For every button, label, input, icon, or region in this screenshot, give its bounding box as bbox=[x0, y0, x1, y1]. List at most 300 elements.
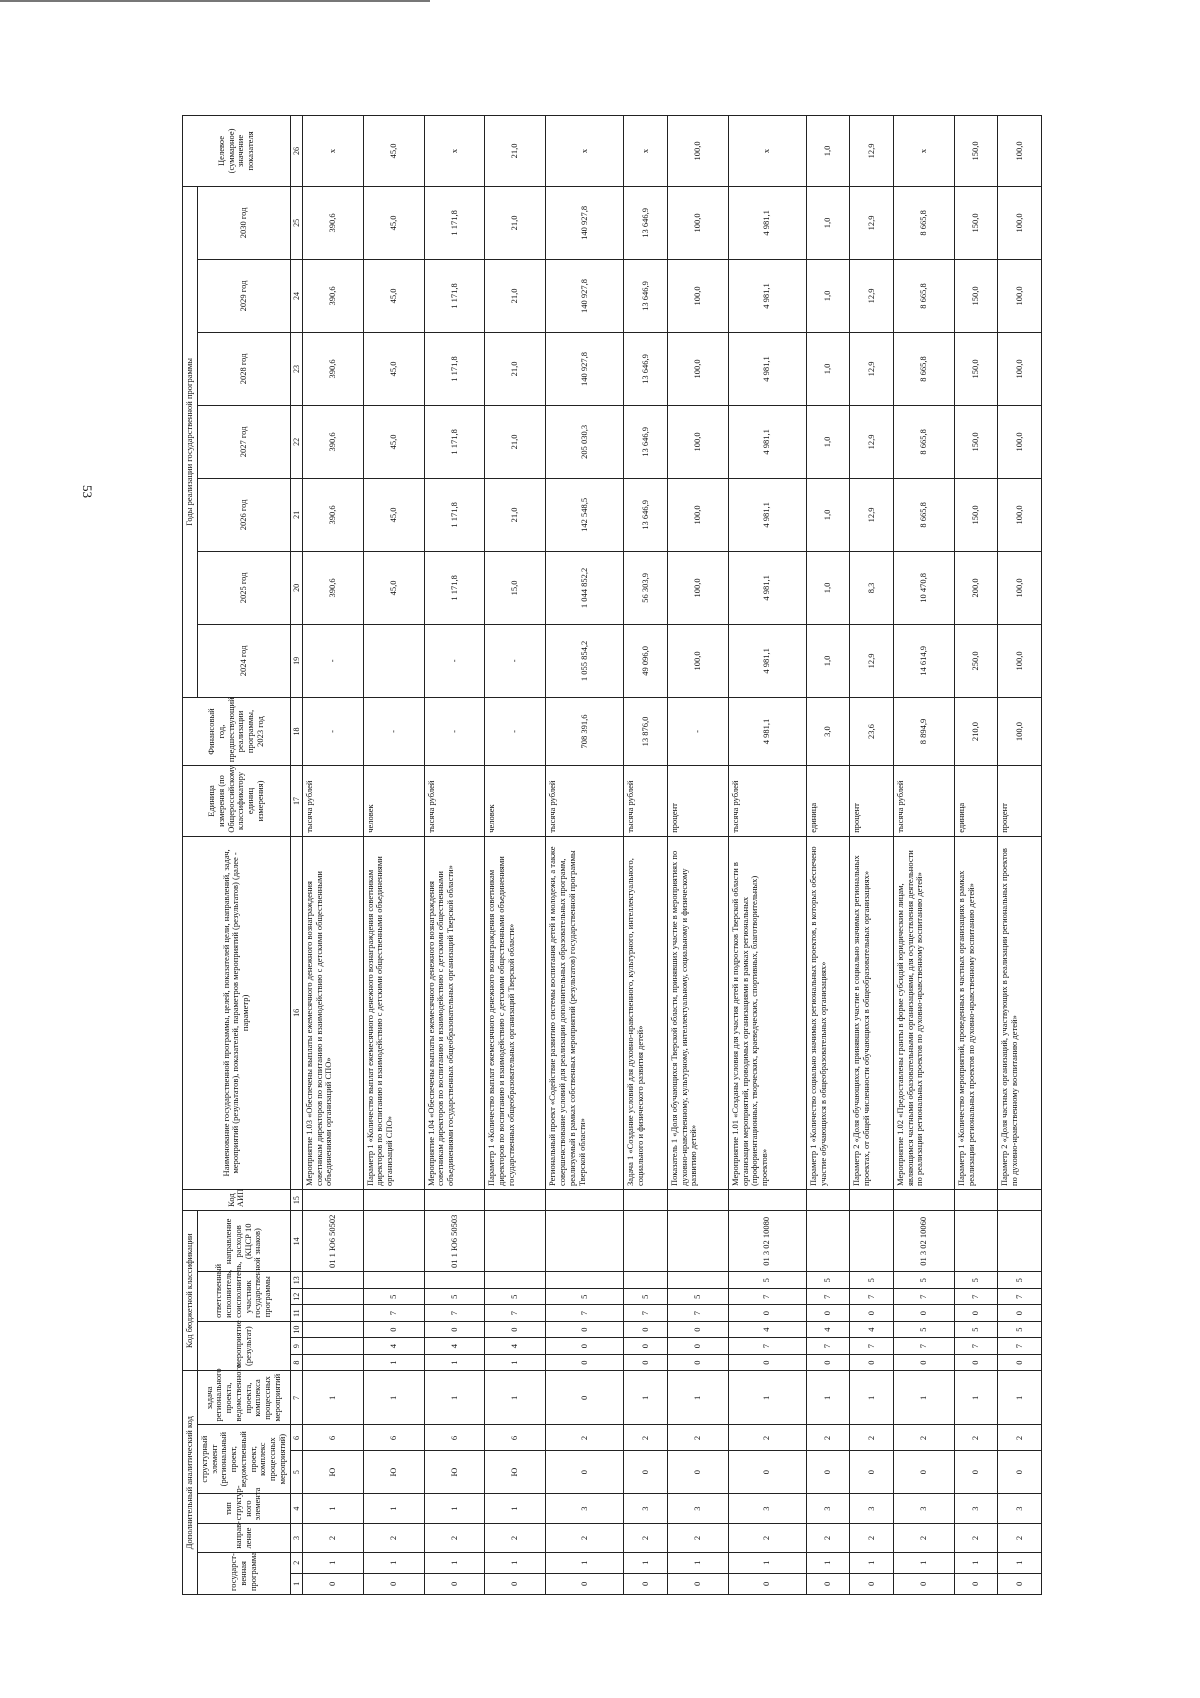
code-cell: 1 bbox=[667, 1371, 728, 1425]
row-year-value: 150,0 bbox=[954, 405, 998, 478]
code-cell bbox=[302, 1288, 363, 1304]
code-cell: 0 bbox=[624, 1354, 668, 1370]
row-year-value: 45,0 bbox=[363, 551, 424, 624]
aip-cell bbox=[485, 1189, 546, 1210]
code-cell: 1 bbox=[363, 1354, 424, 1370]
row-unit: процент bbox=[667, 766, 728, 837]
column-number: 5 bbox=[290, 1451, 302, 1493]
header-year: 2025 год bbox=[197, 551, 290, 624]
code-cell: 0 bbox=[424, 1321, 485, 1337]
row-unit: единица bbox=[954, 766, 998, 837]
aip-cell bbox=[728, 1189, 806, 1210]
aip-cell bbox=[424, 1189, 485, 1210]
row-unit: процент bbox=[998, 766, 1042, 837]
code-cell: 01 3 02 10080 bbox=[728, 1211, 806, 1272]
code-cell bbox=[624, 1211, 668, 1272]
aip-cell bbox=[998, 1189, 1042, 1210]
code-cell: 1 bbox=[728, 1552, 806, 1573]
code-cell: 1 bbox=[998, 1371, 1042, 1425]
column-number: 20 bbox=[290, 551, 302, 624]
row-year-value: 140 927,8 bbox=[546, 259, 624, 332]
row-target-value: 12,9 bbox=[850, 116, 894, 187]
row-year-value: 1,0 bbox=[806, 186, 850, 259]
row-year-value: 250,0 bbox=[954, 624, 998, 697]
column-number: 2 bbox=[290, 1552, 302, 1573]
row-year-value: 1 171,8 bbox=[424, 259, 485, 332]
code-cell: 1 bbox=[806, 1371, 850, 1425]
row-year-value bbox=[363, 624, 424, 697]
column-number-row bbox=[290, 116, 302, 1595]
code-cell: 2 bbox=[667, 1425, 728, 1451]
table-row bbox=[624, 116, 668, 1595]
code-cell: 1 bbox=[485, 1493, 546, 1524]
header-expense-direction: направление расходов (КЦСР 10 знаков) bbox=[197, 1211, 290, 1272]
code-cell: 4 bbox=[363, 1338, 424, 1354]
row-year-value: 1 044 852,2 bbox=[546, 551, 624, 624]
code-cell: 2 bbox=[998, 1425, 1042, 1451]
code-cell: 1 bbox=[485, 1354, 546, 1370]
code-cell: 0 bbox=[728, 1573, 806, 1594]
code-cell: 0 bbox=[667, 1451, 728, 1493]
row-unit: тысяча рублей bbox=[546, 766, 624, 837]
row-target-value: 45,0 bbox=[363, 116, 424, 187]
table-row bbox=[998, 116, 1042, 1595]
row-name: Мероприятие 1.02 «Предоставлены гранты в форме субсидий юридическим лицам, являющимся частными образовательными организациями, для осуществления деятельности по реализации региональных проектов по духовно-нравственному воспитанию детей» bbox=[893, 836, 954, 1189]
row-year-value: 150,0 bbox=[954, 259, 998, 332]
code-cell: 0 bbox=[998, 1451, 1042, 1493]
code-cell: 7 bbox=[728, 1288, 806, 1304]
table-row bbox=[667, 116, 728, 1595]
row-year-value: 390,6 bbox=[302, 259, 363, 332]
code-cell: 0 bbox=[667, 1321, 728, 1337]
row-year-value: 100,0 bbox=[667, 624, 728, 697]
row-year-value: 142 548,5 bbox=[546, 478, 624, 551]
header-preceding-year: Финансовый год, предшествующий реализации программы, 2023 год bbox=[183, 697, 291, 765]
code-cell bbox=[302, 1305, 363, 1321]
row-year-value: 4 981,1 bbox=[728, 624, 806, 697]
row-year-value: 1 171,8 bbox=[424, 478, 485, 551]
code-cell: 2 bbox=[728, 1425, 806, 1451]
row-year-value: 4 981,1 bbox=[728, 478, 806, 551]
column-number: 24 bbox=[290, 259, 302, 332]
code-cell: 7 bbox=[954, 1338, 998, 1354]
header-analytic-group: Дополнительный аналитический код bbox=[183, 1371, 198, 1595]
code-cell bbox=[546, 1211, 624, 1272]
code-cell: 2 bbox=[302, 1524, 363, 1552]
row-year-value: 100,0 bbox=[998, 478, 1042, 551]
code-cell: 3 bbox=[850, 1493, 894, 1524]
row-year-value: 12,9 bbox=[850, 405, 894, 478]
code-cell: 3 bbox=[728, 1493, 806, 1524]
code-cell: 0 bbox=[893, 1354, 954, 1370]
row-year-value: 390,6 bbox=[302, 551, 363, 624]
code-cell: 5 bbox=[998, 1272, 1042, 1288]
column-number: 19 bbox=[290, 624, 302, 697]
row-target-value: 21,0 bbox=[485, 116, 546, 187]
row-unit: единица bbox=[806, 766, 850, 837]
header-aip: Код АИП bbox=[183, 1189, 291, 1210]
code-cell bbox=[485, 1211, 546, 1272]
row-year-value: 100,0 bbox=[667, 332, 728, 405]
row-year-value: 205 030,3 bbox=[546, 405, 624, 478]
code-cell: 0 bbox=[954, 1573, 998, 1594]
aip-cell bbox=[806, 1189, 850, 1210]
code-cell: 1 bbox=[954, 1552, 998, 1573]
header-year: 2028 год bbox=[197, 332, 290, 405]
header-years-group: Годы реализации государственной программы bbox=[183, 186, 198, 697]
code-cell: 0 bbox=[667, 1354, 728, 1370]
code-cell: 7 bbox=[893, 1338, 954, 1354]
code-cell: 7 bbox=[728, 1338, 806, 1354]
code-cell: 2 bbox=[485, 1524, 546, 1552]
code-cell: 0 bbox=[546, 1321, 624, 1337]
code-cell: 1 bbox=[546, 1552, 624, 1573]
code-cell: 7 bbox=[850, 1288, 894, 1304]
header-year: 2024 год bbox=[197, 624, 290, 697]
code-cell bbox=[546, 1272, 624, 1288]
header-name: Наименование государственной программы, целей, показателей цели, направлений, задач, мероприятий (результатов), показателей, параметров мероприятий (результатов) (далее - параметр) bbox=[183, 836, 291, 1189]
code-cell bbox=[302, 1338, 363, 1354]
row-year-value: 100,0 bbox=[667, 259, 728, 332]
code-cell: 2 bbox=[954, 1425, 998, 1451]
row-year-value: 1,0 bbox=[806, 259, 850, 332]
table-row bbox=[302, 116, 363, 1595]
code-cell bbox=[363, 1272, 424, 1288]
column-number: 21 bbox=[290, 478, 302, 551]
row-year-value: 49 096,0 bbox=[624, 624, 668, 697]
aip-cell bbox=[363, 1189, 424, 1210]
row-name: Параметр 1 «Количество выплат ежемесячного денежного вознаграждения советникам директоров по воспитанию и взаимодействию с детскими общественными объединениями государственных общеобразовательных организаций Тверской области» bbox=[485, 836, 546, 1189]
code-cell: 1 bbox=[667, 1552, 728, 1573]
code-cell: 1 bbox=[954, 1371, 998, 1425]
code-cell: 5 bbox=[954, 1321, 998, 1337]
code-cell: Ю bbox=[302, 1451, 363, 1493]
row-year-value: 56 303,9 bbox=[624, 551, 668, 624]
row-year-value: - bbox=[485, 624, 546, 697]
code-cell: 5 bbox=[485, 1288, 546, 1304]
row-target-value: 150,0 bbox=[954, 116, 998, 187]
code-cell: 7 bbox=[485, 1305, 546, 1321]
row-year-value: 4 981,1 bbox=[728, 259, 806, 332]
code-cell: 5 bbox=[850, 1272, 894, 1288]
code-cell bbox=[485, 1272, 546, 1288]
code-cell: 0 bbox=[893, 1305, 954, 1321]
row-year-value: 13 646,9 bbox=[624, 259, 668, 332]
code-cell: 0 bbox=[806, 1573, 850, 1594]
code-cell: 5 bbox=[546, 1288, 624, 1304]
code-cell: 6 bbox=[363, 1425, 424, 1451]
code-cell: 0 bbox=[546, 1371, 624, 1425]
row-year-value: 1 171,8 bbox=[424, 186, 485, 259]
page-number: 53 bbox=[80, 485, 95, 498]
table-row bbox=[954, 116, 998, 1595]
table-header bbox=[183, 116, 303, 1595]
row-year-value: 4 981,1 bbox=[728, 186, 806, 259]
code-cell: 3 bbox=[546, 1493, 624, 1524]
column-number: 25 bbox=[290, 186, 302, 259]
row-year-value: 4 981,1 bbox=[728, 405, 806, 478]
code-cell: 1 bbox=[728, 1371, 806, 1425]
code-cell: 1 bbox=[850, 1552, 894, 1573]
code-cell bbox=[302, 1272, 363, 1288]
column-number: 26 bbox=[290, 116, 302, 187]
program-table bbox=[182, 115, 1042, 1595]
row-preceding-year-value: 23,6 bbox=[850, 697, 894, 765]
row-year-value: 1,0 bbox=[806, 551, 850, 624]
code-cell: 0 bbox=[485, 1321, 546, 1337]
code-cell: 2 bbox=[806, 1524, 850, 1552]
code-cell: 5 bbox=[728, 1272, 806, 1288]
aip-cell bbox=[893, 1189, 954, 1210]
code-cell: 7 bbox=[363, 1305, 424, 1321]
code-cell: 5 bbox=[954, 1272, 998, 1288]
column-number: 4 bbox=[290, 1493, 302, 1524]
code-cell: 2 bbox=[363, 1524, 424, 1552]
code-cell: 2 bbox=[624, 1524, 668, 1552]
row-target-value: 1,0 bbox=[806, 116, 850, 187]
row-unit: человек bbox=[485, 766, 546, 837]
row-year-value: 10 470,8 bbox=[893, 551, 954, 624]
row-name: Региональный проект «Содействие развитию системы воспитания детей и молодежи, а также совершенствование условий для реализации дополнительных образовательных программ, реализуемый в рамках собственных мероприятий (результатов) государственной программы Тверской области» bbox=[546, 836, 624, 1189]
code-cell: 2 bbox=[728, 1524, 806, 1552]
code-cell: 1 bbox=[302, 1371, 363, 1425]
row-year-value: 12,9 bbox=[850, 332, 894, 405]
row-year-value: 1,0 bbox=[806, 405, 850, 478]
code-cell: 0 bbox=[667, 1338, 728, 1354]
row-year-value: 1,0 bbox=[806, 478, 850, 551]
column-number: 8 bbox=[290, 1354, 302, 1370]
column-number: 18 bbox=[290, 697, 302, 765]
row-year-value: 4 981,1 bbox=[728, 551, 806, 624]
code-cell: 2 bbox=[893, 1425, 954, 1451]
row-year-value: 150,0 bbox=[954, 186, 998, 259]
code-cell: 7 bbox=[424, 1305, 485, 1321]
row-target-value: x bbox=[302, 116, 363, 187]
code-cell: Ю bbox=[363, 1451, 424, 1493]
code-cell: 0 bbox=[850, 1305, 894, 1321]
code-cell: 1 bbox=[485, 1371, 546, 1425]
row-year-value: 45,0 bbox=[363, 332, 424, 405]
row-preceding-year-value: - bbox=[485, 697, 546, 765]
row-year-value: 13 646,9 bbox=[624, 405, 668, 478]
code-cell: 1 bbox=[363, 1493, 424, 1524]
code-cell: 0 bbox=[624, 1573, 668, 1594]
row-preceding-year-value: 100,0 bbox=[998, 697, 1042, 765]
row-year-value: 200,0 bbox=[954, 551, 998, 624]
row-year-value: 390,6 bbox=[302, 478, 363, 551]
code-cell: 6 bbox=[485, 1425, 546, 1451]
row-year-value: - bbox=[424, 624, 485, 697]
row-year-value: 140 927,8 bbox=[546, 332, 624, 405]
aip-cell bbox=[624, 1189, 668, 1210]
code-cell: 1 bbox=[850, 1371, 894, 1425]
code-cell: 0 bbox=[954, 1354, 998, 1370]
column-number: 6 bbox=[290, 1425, 302, 1451]
code-cell bbox=[954, 1211, 998, 1272]
code-cell: 2 bbox=[954, 1524, 998, 1552]
code-cell: 4 bbox=[424, 1338, 485, 1354]
row-name: Параметр 1 «Количество социально значимых региональных проектов, в которых обеспечено участие обучающихся в общеобразовательных организациях» bbox=[806, 836, 850, 1189]
code-cell: 0 bbox=[302, 1573, 363, 1594]
aip-cell bbox=[302, 1189, 363, 1210]
code-cell: 7 bbox=[806, 1288, 850, 1304]
code-cell: 1 bbox=[998, 1552, 1042, 1573]
row-year-value: 100,0 bbox=[998, 186, 1042, 259]
column-number: 3 bbox=[290, 1524, 302, 1552]
row-unit: тысяча рублей bbox=[302, 766, 363, 837]
code-cell: 3 bbox=[954, 1493, 998, 1524]
row-preceding-year-value: - bbox=[667, 697, 728, 765]
row-year-value: 390,6 bbox=[302, 332, 363, 405]
row-target-value: 100,0 bbox=[667, 116, 728, 187]
row-year-value: 100,0 bbox=[998, 405, 1042, 478]
code-cell: 0 bbox=[546, 1338, 624, 1354]
column-number: 11 bbox=[290, 1305, 302, 1321]
code-cell: 1 bbox=[806, 1552, 850, 1573]
row-preceding-year-value: 4 981,1 bbox=[728, 697, 806, 765]
aip-cell bbox=[850, 1189, 894, 1210]
code-cell: Ю bbox=[424, 1451, 485, 1493]
code-cell: 5 bbox=[424, 1288, 485, 1304]
code-cell bbox=[667, 1211, 728, 1272]
row-year-value: 21,0 bbox=[485, 478, 546, 551]
header-year: 2030 год bbox=[197, 186, 290, 259]
code-cell: 7 bbox=[998, 1288, 1042, 1304]
code-cell: 0 bbox=[363, 1573, 424, 1594]
column-number: 7 bbox=[290, 1371, 302, 1425]
code-cell: 1 bbox=[424, 1552, 485, 1573]
code-cell: 2 bbox=[850, 1425, 894, 1451]
code-cell: 2 bbox=[806, 1425, 850, 1451]
code-cell: 1 bbox=[893, 1371, 954, 1425]
code-cell: 2 bbox=[424, 1524, 485, 1552]
column-number: 1 bbox=[290, 1573, 302, 1594]
code-cell: 1 bbox=[424, 1493, 485, 1524]
row-preceding-year-value: 3,0 bbox=[806, 697, 850, 765]
row-year-value: 100,0 bbox=[667, 551, 728, 624]
row-year-value: 45,0 bbox=[363, 478, 424, 551]
row-unit: тысяча рублей bbox=[893, 766, 954, 837]
code-cell: 0 bbox=[624, 1451, 668, 1493]
code-cell: 2 bbox=[998, 1524, 1042, 1552]
code-cell: 0 bbox=[998, 1354, 1042, 1370]
row-name: Задача 1 «Создание условий для духовно-нравственного, культурного, интеллектуального, социального и физического развития детей» bbox=[624, 836, 668, 1189]
row-year-value: 8 665,8 bbox=[893, 332, 954, 405]
row-name: Параметр 2 «Доля частных организаций, участвующих в реализации региональных проектов по духовно-нравственному воспитанию детей» bbox=[998, 836, 1042, 1189]
row-year-value: 21,0 bbox=[485, 186, 546, 259]
column-number: 16 bbox=[290, 836, 302, 1189]
row-preceding-year-value: - bbox=[424, 697, 485, 765]
row-year-value: 8,3 bbox=[850, 551, 894, 624]
code-cell: 1 bbox=[624, 1371, 668, 1425]
code-cell bbox=[363, 1211, 424, 1272]
row-year-value: 100,0 bbox=[667, 186, 728, 259]
row-year-value: 150,0 bbox=[954, 332, 998, 405]
row-preceding-year-value: 13 876,0 bbox=[624, 697, 668, 765]
code-cell: 2 bbox=[667, 1524, 728, 1552]
row-year-value: 1 171,8 bbox=[424, 405, 485, 478]
code-cell: 0 bbox=[850, 1354, 894, 1370]
header-structural-element: структурный элемент (региональный проект, ведомственный проект, комплекс процессных мероприятий) bbox=[197, 1425, 290, 1493]
row-preceding-year-value: - bbox=[363, 697, 424, 765]
table-row bbox=[424, 116, 485, 1595]
code-cell bbox=[424, 1272, 485, 1288]
row-name: Параметр 2 «Доля обучающихся, принявших участие в социально значимых региональных проектах, от общей численности обучающихся в общеобразовательных организациях» bbox=[850, 836, 894, 1189]
row-target-value: x bbox=[624, 116, 668, 187]
table-row bbox=[485, 116, 546, 1595]
column-number: 9 bbox=[290, 1338, 302, 1354]
table-row bbox=[850, 116, 894, 1595]
table-row bbox=[546, 116, 624, 1595]
row-year-value: 13 646,9 bbox=[624, 332, 668, 405]
code-cell bbox=[302, 1354, 363, 1370]
code-cell: 0 bbox=[806, 1305, 850, 1321]
row-year-value: 140 927,8 bbox=[546, 186, 624, 259]
code-cell: 1 bbox=[624, 1552, 668, 1573]
row-year-value: 390,6 bbox=[302, 186, 363, 259]
code-cell: 1 bbox=[302, 1493, 363, 1524]
row-unit: тысяча рублей bbox=[624, 766, 668, 837]
code-cell bbox=[302, 1321, 363, 1337]
code-cell: 2 bbox=[850, 1524, 894, 1552]
row-year-value: 8 665,8 bbox=[893, 186, 954, 259]
row-year-value: 1 171,8 bbox=[424, 551, 485, 624]
row-year-value: 13 646,9 bbox=[624, 186, 668, 259]
code-cell bbox=[806, 1211, 850, 1272]
column-number: 14 bbox=[290, 1211, 302, 1272]
row-preceding-year-value: 8 894,9 bbox=[893, 697, 954, 765]
code-cell: 4 bbox=[728, 1321, 806, 1337]
row-unit: человек bbox=[363, 766, 424, 837]
code-cell bbox=[624, 1272, 668, 1288]
code-cell: 5 bbox=[893, 1272, 954, 1288]
row-target-value: x bbox=[546, 116, 624, 187]
header-element-type: тип структур-ного элемента bbox=[197, 1493, 290, 1524]
code-cell: 0 bbox=[485, 1573, 546, 1594]
code-cell: 6 bbox=[424, 1425, 485, 1451]
table-row bbox=[363, 116, 424, 1595]
row-year-value: 21,0 bbox=[485, 259, 546, 332]
code-cell: 5 bbox=[806, 1272, 850, 1288]
code-cell: 7 bbox=[806, 1338, 850, 1354]
code-cell: 3 bbox=[998, 1493, 1042, 1524]
code-cell: 0 bbox=[624, 1338, 668, 1354]
row-year-value: 13 646,9 bbox=[624, 478, 668, 551]
header-year: 2027 год bbox=[197, 405, 290, 478]
table-row bbox=[893, 116, 954, 1595]
code-cell: 2 bbox=[624, 1425, 668, 1451]
row-unit: тысяча рублей bbox=[728, 766, 806, 837]
code-cell: 7 bbox=[667, 1305, 728, 1321]
row-year-value: 14 614,9 bbox=[893, 624, 954, 697]
row-name: Показатель 1 «Доля обучающихся Тверской области, принявших участие в мероприятиях по духовно-нравственному, культурному, интеллектуальному, социальному и физическому развитию детей» bbox=[667, 836, 728, 1189]
document-sheet bbox=[182, 115, 1042, 1595]
aip-cell bbox=[667, 1189, 728, 1210]
code-cell: 1 bbox=[302, 1552, 363, 1573]
row-year-value: 12,9 bbox=[850, 186, 894, 259]
column-number: 23 bbox=[290, 332, 302, 405]
code-cell: 5 bbox=[998, 1321, 1042, 1337]
header-budget-group: Код бюджетной классификации bbox=[183, 1211, 198, 1371]
code-cell: 01 1 Ю6 50502 bbox=[302, 1211, 363, 1272]
row-preceding-year-value: - bbox=[302, 697, 363, 765]
code-cell: 5 bbox=[624, 1288, 668, 1304]
row-target-value: x bbox=[424, 116, 485, 187]
table-row bbox=[728, 116, 806, 1595]
code-cell: 0 bbox=[624, 1321, 668, 1337]
code-cell: 2 bbox=[893, 1524, 954, 1552]
code-cell: 0 bbox=[546, 1354, 624, 1370]
